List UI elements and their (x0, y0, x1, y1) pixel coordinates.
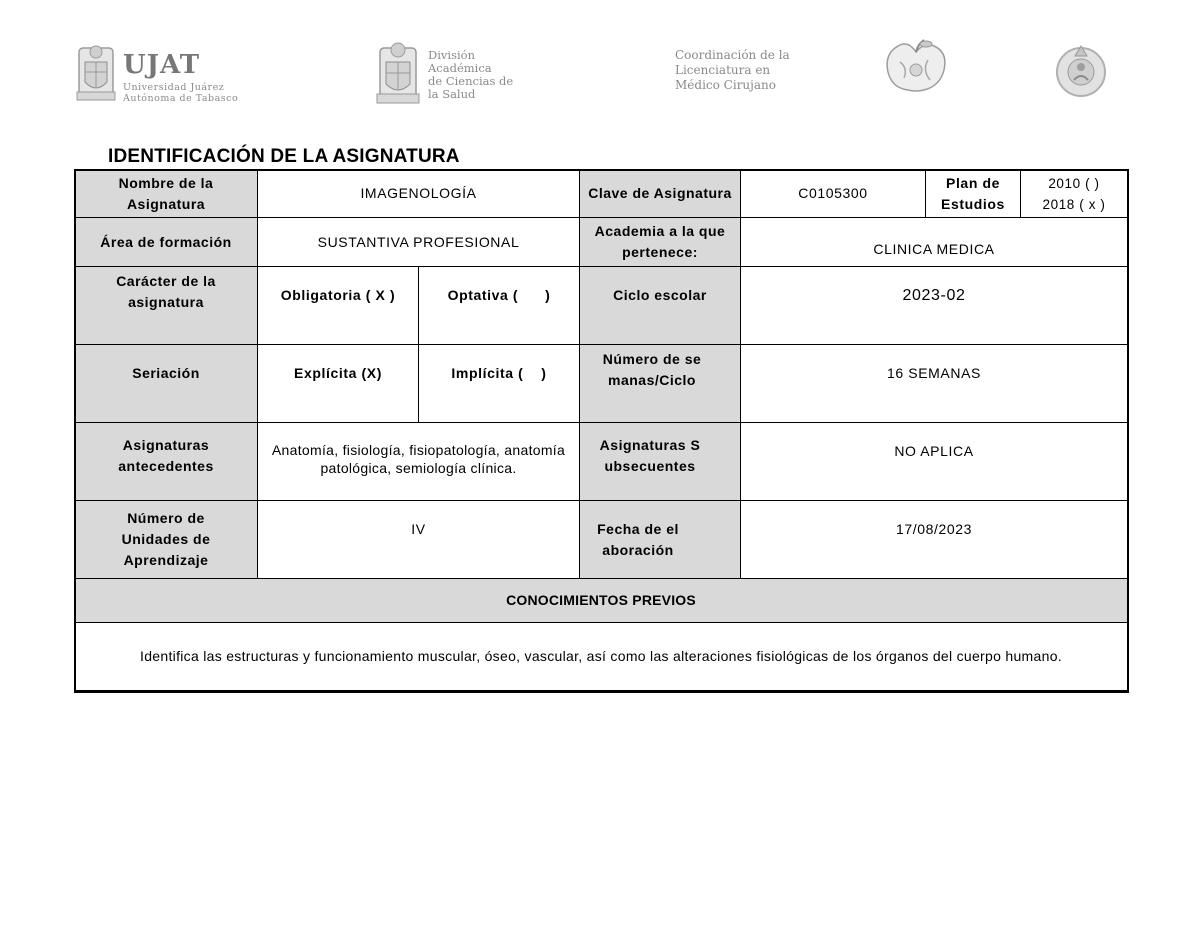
document-header (0, 0, 1200, 120)
subsecuentes-label: Asignaturas Subsecuentes (580, 423, 741, 501)
area-label: Área de formación (75, 218, 258, 267)
plan-values (1021, 170, 1128, 218)
academia-value: CLINICA MEDICA (741, 218, 1128, 267)
antecedentes-label: Asignaturas antecedentes (75, 423, 258, 501)
plan-label: Plan de Estudios (926, 170, 1021, 218)
clave-value: C0105300 (741, 170, 926, 218)
ujat-subtitle (123, 82, 238, 104)
section-title: IDENTIFICACIÓN DE LA ASIGNATURA (108, 146, 460, 167)
subsecuentes-value: NO APLICA (741, 423, 1128, 501)
table-row (75, 623, 1128, 691)
division-line-3: de Ciencias de (428, 74, 514, 88)
division-line-1: División (428, 48, 475, 62)
unidades-value: IV (258, 501, 580, 579)
table-row (75, 218, 1128, 267)
caracter-label: Carácter de la asignatura (75, 267, 258, 345)
division-line-2: Académica (428, 61, 492, 75)
previos-text: Identifica las estructuras y funcionamiento muscular, óseo, vascular, así como las alteraciones fisiológicas de los órganos del cuerpo humano. (75, 623, 1128, 691)
plan-2010: 2010 ( ) (1048, 175, 1100, 191)
seriacion-label: Seriación (75, 345, 258, 423)
coordinacion-line-2: Licenciatura en (675, 63, 771, 77)
fecha-label: Fecha de elaboración (580, 501, 741, 579)
nombre-label: Nombre de la Asignatura (75, 170, 258, 218)
nombre-value: IMAGENOLOGÍA (258, 170, 580, 218)
antecedentes-value: Anatomía, fisiología, fisiopatología, anatomía patológica, semiología clínica. (258, 423, 580, 501)
previos-title: CONOCIMIENTOS PREVIOS (75, 579, 1128, 623)
division-seal-icon (374, 40, 422, 106)
identification-table (74, 169, 1128, 691)
clave-label: Clave de Asignatura (580, 170, 741, 218)
table-row (75, 501, 1128, 579)
ujat-seal-icon (75, 42, 117, 104)
explicita-option: Explícita (X) (258, 345, 419, 423)
fecha-value: 17/08/2023 (741, 501, 1128, 579)
table-row (75, 345, 1128, 423)
coordinacion-name (675, 48, 790, 93)
semanas-value: 16 SEMANAS (741, 345, 1128, 423)
area-value: SUSTANTIVA PROFESIONAL (258, 218, 580, 267)
medical-apple-logo-icon (878, 38, 954, 96)
licenciatura-logo-icon (1050, 42, 1112, 98)
obligatoria-option: Obligatoria ( X ) (258, 267, 419, 345)
ujat-line-2: Autónoma de Tabasco (123, 93, 239, 104)
plan-2018: 2018 ( x ) (1042, 196, 1106, 212)
implicita-option: Implícita ( ) (419, 345, 580, 423)
table-row (75, 423, 1128, 501)
unidades-label: Número de Unidades de Aprendizaje (75, 501, 258, 579)
ujat-line-1: Universidad Juárez (123, 82, 225, 93)
table-row (75, 267, 1128, 345)
semanas-label: Número de semanas/Ciclo (580, 345, 741, 423)
table-row (75, 579, 1128, 623)
division-name (428, 49, 513, 101)
coordinacion-line-1: Coordinación de la (675, 48, 790, 62)
table-row (75, 170, 1128, 218)
ciclo-label: Ciclo escolar (580, 267, 741, 345)
ciclo-value: 2023-02 (741, 267, 1128, 345)
division-line-4: la Salud (428, 87, 476, 101)
ujat-name: UJAT (123, 50, 201, 80)
coordinacion-line-3: Médico Cirujano (675, 78, 776, 92)
academia-label: Academia a la que pertenece: (580, 218, 741, 267)
optativa-option: Optativa ( ) (419, 267, 580, 345)
